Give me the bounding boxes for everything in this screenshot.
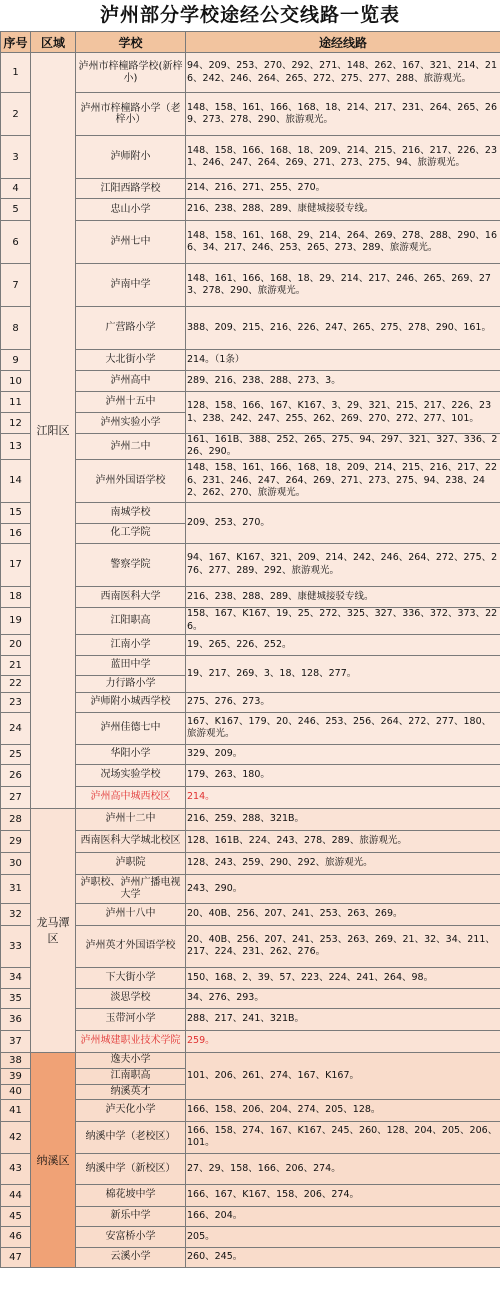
table-row	[1, 350, 500, 371]
table-row	[1, 1121, 500, 1153]
route-list: 167、K167、179、20、246、253、256、264、272、277、180、旅游观光。	[186, 712, 500, 744]
table-row	[1, 1184, 500, 1206]
route-list: 27、29、158、166、206、274。	[186, 1153, 500, 1184]
route-list: 158、167、K167、19、25、272、325、327、336、372、373、226。	[186, 607, 500, 634]
route-list: 166、204。	[186, 1206, 500, 1226]
row-number: 13	[1, 434, 31, 460]
route-list: 128、243、259、290、292、旅游观光。	[186, 852, 500, 874]
school-name: 警察学院	[76, 543, 186, 586]
table-row	[1, 1206, 500, 1226]
school-name: 安富桥小学	[76, 1226, 186, 1247]
row-number: 31	[1, 874, 31, 903]
row-number: 29	[1, 830, 31, 852]
school-name: 棉花坡中学	[76, 1184, 186, 1206]
table-row	[1, 53, 500, 93]
row-number: 10	[1, 371, 31, 392]
school-name: 泸州佳德七中	[76, 712, 186, 744]
school-name: 泸州实验小学	[76, 413, 186, 434]
header-route: 途经线路	[186, 32, 500, 53]
table-row	[1, 1008, 500, 1030]
route-list: 243、290。	[186, 874, 500, 903]
school-name: 纳溪中学（新校区）	[76, 1153, 186, 1184]
table-row	[1, 925, 500, 967]
route-list: 179、263、180。	[186, 764, 500, 786]
school-name: 泸州二中	[76, 434, 186, 460]
row-number: 1	[1, 53, 31, 93]
table-row	[1, 634, 500, 655]
school-name: 泸天化小学	[76, 1099, 186, 1121]
row-number: 34	[1, 967, 31, 988]
route-list: 275、276、273。	[186, 692, 500, 712]
table-row	[1, 607, 500, 634]
row-number: 28	[1, 808, 31, 830]
route-list: 94、167、K167、321、209、214、242、246、264、272、275、276、277、289、292、旅游观光。	[186, 543, 500, 586]
route-list: 128、158、166、167、K167、3、29、321、215、217、226、231、238、242、247、255、262、269、270、272、277、101。	[186, 392, 500, 434]
table-row	[1, 852, 500, 874]
route-list: 128、161B、224、243、278、289、旅游观光。	[186, 830, 500, 852]
route-list: 214。	[186, 786, 500, 808]
school-name: 力行路小学	[76, 675, 186, 692]
header-row	[1, 32, 500, 53]
school-name: 泸州七中	[76, 221, 186, 264]
row-number: 40	[1, 1084, 31, 1099]
school-name: 新乐中学	[76, 1206, 186, 1226]
route-list: 166、167、K167、158、206、274。	[186, 1184, 500, 1206]
table-row	[1, 93, 500, 136]
route-list: 209、253、270。	[186, 502, 500, 543]
school-name: 蓝田中学	[76, 655, 186, 675]
table-row	[1, 830, 500, 852]
school-name: 大北街小学	[76, 350, 186, 371]
table-row	[1, 502, 500, 523]
route-list: 214。（1条）	[186, 350, 500, 371]
school-name: 纳溪英才	[76, 1084, 186, 1099]
school-name: 下大街小学	[76, 967, 186, 988]
row-number: 30	[1, 852, 31, 874]
row-number: 37	[1, 1030, 31, 1052]
route-list: 94、209、253、270、292、271、148、262、167、321、214、216、242、246、264、265、272、275、277、288、旅游观光。	[186, 53, 500, 93]
route-list: 259。	[186, 1030, 500, 1052]
row-number: 5	[1, 199, 31, 221]
table-row	[1, 307, 500, 350]
route-list: 20、40B、256、207、241、253、263、269。	[186, 903, 500, 925]
school-name: 玉带河小学	[76, 1008, 186, 1030]
table-row	[1, 221, 500, 264]
row-number: 43	[1, 1153, 31, 1184]
row-number: 41	[1, 1099, 31, 1121]
row-number: 19	[1, 607, 31, 634]
row-number: 39	[1, 1068, 31, 1084]
route-list: 148、158、166、168、18、209、214、215、216、217、226、231、246、247、264、269、271、273、275、94、旅游观光。	[186, 136, 500, 179]
route-list: 19、265、226、252。	[186, 634, 500, 655]
table-row	[1, 1052, 500, 1068]
school-name: 江南小学	[76, 634, 186, 655]
row-number: 23	[1, 692, 31, 712]
table-row	[1, 967, 500, 988]
route-list: 161、161B、388、252、265、275、94、297、321、327、336、226、290。	[186, 434, 500, 460]
school-name: 泸职院	[76, 852, 186, 874]
row-number: 20	[1, 634, 31, 655]
route-list: 260、245。	[186, 1247, 500, 1267]
table-row	[1, 1247, 500, 1267]
route-list: 205。	[186, 1226, 500, 1247]
row-number: 35	[1, 988, 31, 1008]
table-row	[1, 136, 500, 179]
school-name: 泸州英才外国语学校	[76, 925, 186, 967]
school-name: 泸州十八中	[76, 903, 186, 925]
route-list: 19、217、269、3、18、128、277。	[186, 655, 500, 692]
route-list: 214、216、271、255、270。	[186, 179, 500, 199]
row-number: 38	[1, 1052, 31, 1068]
school-name: 广营路小学	[76, 307, 186, 350]
school-name: 泸州外国语学校	[76, 459, 186, 502]
header-school: 学校	[76, 32, 186, 53]
school-name: 化工学院	[76, 523, 186, 543]
row-number: 14	[1, 459, 31, 502]
table-row	[1, 199, 500, 221]
school-name: 泸师附小城西学校	[76, 692, 186, 712]
table-row	[1, 903, 500, 925]
route-list: 289、216、238、288、273、3。	[186, 371, 500, 392]
row-number: 45	[1, 1206, 31, 1226]
row-number: 15	[1, 502, 31, 523]
row-number: 46	[1, 1226, 31, 1247]
table-row	[1, 1226, 500, 1247]
table-row	[1, 1153, 500, 1184]
row-number: 42	[1, 1121, 31, 1153]
route-list: 148、161、166、168、18、29、214、217、246、265、269、273、278、290、旅游观光。	[186, 264, 500, 307]
school-name: 淡思学校	[76, 988, 186, 1008]
school-name: 泸州十五中	[76, 392, 186, 413]
school-name: 逸夫小学	[76, 1052, 186, 1068]
school-name: 泸州高中	[76, 371, 186, 392]
table-row	[1, 371, 500, 392]
school-name: 西南医科大学	[76, 586, 186, 607]
table-row	[1, 874, 500, 903]
route-list: 148、158、161、168、29、214、264、269、278、288、290、166、34、217、246、253、265、273、289、旅游观光。	[186, 221, 500, 264]
row-number: 44	[1, 1184, 31, 1206]
row-number: 4	[1, 179, 31, 199]
row-number: 17	[1, 543, 31, 586]
row-number: 2	[1, 93, 31, 136]
route-list: 166、158、274、167、K167、245、260、128、204、205、206、101。	[186, 1121, 500, 1153]
school-name: 江阳职高	[76, 607, 186, 634]
table-row	[1, 692, 500, 712]
row-number: 11	[1, 392, 31, 413]
table-row	[1, 1099, 500, 1121]
row-number: 21	[1, 655, 31, 675]
row-number: 36	[1, 1008, 31, 1030]
row-number: 16	[1, 523, 31, 543]
district-cell: 江阳区	[31, 53, 76, 809]
page-title: 泸州部分学校途经公交线路一览表	[0, 0, 500, 31]
row-number: 8	[1, 307, 31, 350]
school-name: 泸师附小	[76, 136, 186, 179]
route-list: 20、40B、256、207、241、253、263、269、21、32、34、211、217、224、231、262、276。	[186, 925, 500, 967]
school-name: 西南医科大学城北校区	[76, 830, 186, 852]
row-number: 25	[1, 744, 31, 764]
school-name: 泸南中学	[76, 264, 186, 307]
route-list: 148、158、161、166、168、18、209、214、215、216、217、226、231、246、247、264、269、271、273、275、94、238、242、262、270、旅游观光。	[186, 459, 500, 502]
school-name: 纳溪中学（老校区）	[76, 1121, 186, 1153]
school-name: 泸州市梓橦路小学（老梓小）	[76, 93, 186, 136]
route-list: 329、209。	[186, 744, 500, 764]
table-row	[1, 988, 500, 1008]
header-district: 区域	[31, 32, 76, 53]
school-name: 华阳小学	[76, 744, 186, 764]
table-row	[1, 434, 500, 460]
table-row	[1, 543, 500, 586]
table-row	[1, 808, 500, 830]
district-cell: 纳溪区	[31, 1052, 76, 1267]
row-number: 26	[1, 764, 31, 786]
table-row	[1, 459, 500, 502]
school-name: 泸职校、泸州广播电视大学	[76, 874, 186, 903]
row-number: 7	[1, 264, 31, 307]
table-row	[1, 392, 500, 413]
route-list: 216、238、288、289、康健城接驳专线。	[186, 199, 500, 221]
header-no: 序号	[1, 32, 31, 53]
row-number: 12	[1, 413, 31, 434]
table-row	[1, 264, 500, 307]
district-cell: 龙马潭区	[31, 808, 76, 1052]
table-row	[1, 179, 500, 199]
route-list: 166、158、206、204、274、205、128。	[186, 1099, 500, 1121]
table-row	[1, 712, 500, 744]
school-name: 泸州城建职业技术学院	[76, 1030, 186, 1052]
table-row	[1, 1030, 500, 1052]
school-name: 泸州高中城西校区	[76, 786, 186, 808]
school-name: 江南职高	[76, 1068, 186, 1084]
route-list: 216、259、288、321B。	[186, 808, 500, 830]
row-number: 47	[1, 1247, 31, 1267]
row-number: 18	[1, 586, 31, 607]
row-number: 6	[1, 221, 31, 264]
row-number: 9	[1, 350, 31, 371]
route-list: 216、238、288、289、康健城接驳专线。	[186, 586, 500, 607]
table-row	[1, 764, 500, 786]
table-row	[1, 655, 500, 675]
school-name: 况场实验学校	[76, 764, 186, 786]
table-row	[1, 744, 500, 764]
row-number: 3	[1, 136, 31, 179]
row-number: 33	[1, 925, 31, 967]
school-name: 泸州市梓橦路学校(新梓小)	[76, 53, 186, 93]
route-list: 101、206、261、274、167、K167。	[186, 1052, 500, 1099]
row-number: 22	[1, 675, 31, 692]
row-number: 27	[1, 786, 31, 808]
table-row	[1, 786, 500, 808]
table-row	[1, 586, 500, 607]
route-list: 34、276、293。	[186, 988, 500, 1008]
school-name: 云溪小学	[76, 1247, 186, 1267]
route-list: 150、168、2、39、57、223、224、241、264、98。	[186, 967, 500, 988]
row-number: 24	[1, 712, 31, 744]
school-name: 泸州十二中	[76, 808, 186, 830]
bus-route-table	[0, 31, 500, 1268]
route-list: 148、158、161、166、168、18、214、217、231、264、265、269、273、278、290、旅游观光。	[186, 93, 500, 136]
school-name: 江阳西路学校	[76, 179, 186, 199]
school-name: 南城学校	[76, 502, 186, 523]
row-number: 32	[1, 903, 31, 925]
route-list: 288、217、241、321B。	[186, 1008, 500, 1030]
route-list: 388、209、215、216、226、247、265、275、278、290、161。	[186, 307, 500, 350]
school-name: 忠山小学	[76, 199, 186, 221]
